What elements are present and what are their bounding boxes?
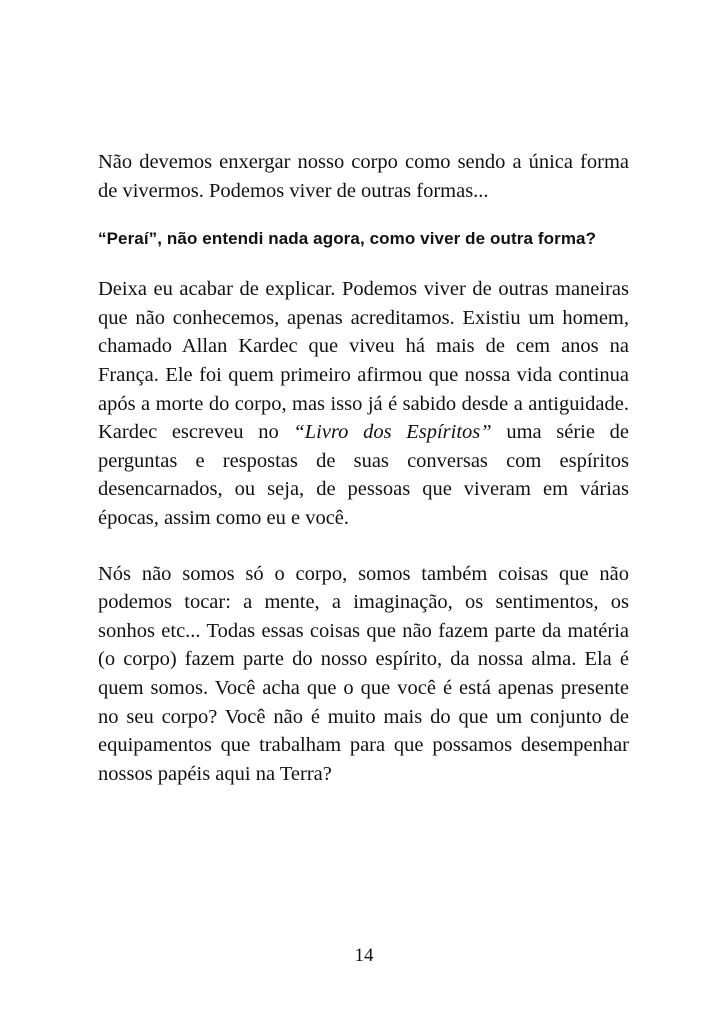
question-paragraph: “Peraí”, não entendi nada agora, como viver de outra forma?: [98, 229, 597, 249]
page-number: 14: [354, 945, 374, 966]
page-body: [98, 148, 629, 788]
paragraph-4: Nós não somos só o corpo, somos também coisas que não podemos tocar: a mente, a imaginação, os sentimentos, os sonhos etc... Todas essas coisas que não fazem parte da matéria (o corpo) fazem parte do nosso espírito, da nossa alma. Ela é quem somos. Você acha que o que você é está apenas presente no seu corpo? Você não é muito mais do que um conjunto de equipamentos que trabalham para que possamos desempenhar nossos papéis aqui na Terra?: [98, 562, 629, 785]
paragraph-3-text-start: Deixa eu acabar de explicar. Podemos viver de outras maneiras que não conhecemos, apenas acreditamos. Existiu um homem, chamado Allan Kardec que viveu há mais de cem anos na França. Ele foi quem primeiro afirmou que nossa vida continua após a morte do corpo, mas isso já é sabido desde a antiguidade. Kardec escreveu no: [98, 278, 629, 444]
book-title: “Livro dos Espíritos”: [293, 421, 492, 444]
paragraph-3: [98, 275, 629, 532]
paragraph-3-text-end: uma série de perguntas e respostas de suas conversas com espíritos desencarnados, ou seja, de pessoas que viveram em várias épocas, assim como eu e você.: [98, 421, 629, 529]
paragraph-1: Não devemos enxergar nosso corpo como sendo a única forma de vivermos. Podemos viver de outras formas...: [98, 151, 629, 202]
